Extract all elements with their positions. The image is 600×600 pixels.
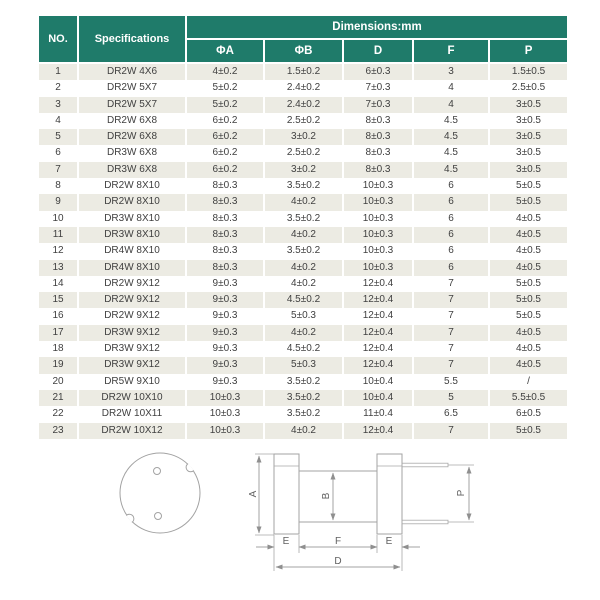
table-cell: DR2W 9X12 [78, 292, 186, 308]
table-cell: 3±0.5 [489, 145, 568, 161]
table-cell: 19 [38, 357, 78, 373]
dim-label-e-left: E [282, 536, 290, 547]
table-cell: DR2W 10X10 [78, 390, 186, 406]
table-cell: 1 [38, 63, 78, 80]
table-cell: 9±0.3 [186, 308, 264, 324]
table-cell: 4±0.2 [186, 63, 264, 80]
table-cell: 6 [413, 211, 489, 227]
table-cell: 5±0.3 [264, 357, 343, 373]
table-cell: 10±0.4 [343, 390, 413, 406]
table-cell: 12±0.4 [343, 292, 413, 308]
table-cell: 6±0.3 [343, 63, 413, 80]
col-header-f: F [413, 39, 489, 63]
table-cell: 7±0.3 [343, 80, 413, 96]
table-cell: 7±0.3 [343, 97, 413, 113]
table-row [38, 276, 568, 292]
table-cell: DR2W 10X12 [78, 423, 186, 439]
dim-label-a: A [248, 490, 259, 498]
table-cell: 5±0.5 [489, 178, 568, 194]
top-view-diagram [98, 441, 226, 549]
table-row [38, 80, 568, 96]
table-cell: 4±0.5 [489, 211, 568, 227]
table-cell: 12±0.4 [343, 276, 413, 292]
table-cell: 5.5±0.5 [489, 390, 568, 406]
table-cell: 3±0.5 [489, 162, 568, 178]
table-row [38, 243, 568, 259]
table-cell: 4.5±0.2 [264, 341, 343, 357]
table-cell: 11±0.4 [343, 406, 413, 422]
table-cell: DR3W 6X8 [78, 145, 186, 161]
table-cell: 10±0.3 [343, 227, 413, 243]
notch-bottom-left [125, 514, 134, 523]
table-cell: 16 [38, 308, 78, 324]
table-cell: 5.5 [413, 374, 489, 390]
table-cell: 4±0.5 [489, 357, 568, 373]
table-row [38, 162, 568, 178]
table-cell: 12±0.4 [343, 308, 413, 324]
table-cell: DR3W 9X12 [78, 341, 186, 357]
col-header-phi-a: ΦA [186, 39, 264, 63]
table-cell: 12±0.4 [343, 357, 413, 373]
table-cell: 5±0.5 [489, 194, 568, 210]
table-cell: 20 [38, 374, 78, 390]
table-cell: 12 [38, 243, 78, 259]
col-header-dimensions-group: Dimensions:mm [186, 15, 568, 39]
col-header-phi-b: ΦB [264, 39, 343, 63]
table-cell: 6 [413, 194, 489, 210]
table-cell: 9 [38, 194, 78, 210]
table-cell: 6 [413, 227, 489, 243]
table-cell: 3.5±0.2 [264, 374, 343, 390]
table-cell: 5±0.5 [489, 423, 568, 439]
lead-top [402, 463, 448, 467]
table-cell: 4 [38, 113, 78, 129]
table-cell: DR3W 6X8 [78, 162, 186, 178]
table-cell: 5±0.5 [489, 308, 568, 324]
col-header-d: D [343, 39, 413, 63]
table-cell: 9±0.3 [186, 276, 264, 292]
table-cell: 11 [38, 227, 78, 243]
table-cell: 10 [38, 211, 78, 227]
table-cell: 5 [38, 129, 78, 145]
table-row [38, 194, 568, 210]
table-cell: 4.5 [413, 145, 489, 161]
table-cell: 2.4±0.2 [264, 97, 343, 113]
table-cell: 8 [38, 178, 78, 194]
table-cell: DR4W 8X10 [78, 243, 186, 259]
dim-label-e-right: E [385, 536, 393, 547]
table-cell: 4±0.2 [264, 276, 343, 292]
table-row [38, 145, 568, 161]
table-cell: 3.5±0.2 [264, 211, 343, 227]
table-cell: 3.5±0.2 [264, 178, 343, 194]
table-row [38, 292, 568, 308]
table-cell: 12±0.4 [343, 341, 413, 357]
dim-label-f: F [334, 536, 342, 547]
table-cell: 4.5 [413, 162, 489, 178]
lead-bottom [402, 520, 448, 524]
table-cell: 6±0.2 [186, 113, 264, 129]
side-view-diagram [248, 443, 483, 583]
table-cell: 4±0.2 [264, 227, 343, 243]
table-cell: 2 [38, 80, 78, 96]
table-cell: 8±0.3 [343, 162, 413, 178]
table-cell: DR2W 8X10 [78, 194, 186, 210]
table-cell: 4±0.5 [489, 325, 568, 341]
table-cell: 10±0.3 [186, 423, 264, 439]
table-cell: DR3W 9X12 [78, 325, 186, 341]
table-cell: 6 [38, 145, 78, 161]
table-cell: 6 [413, 178, 489, 194]
table-cell: 9±0.3 [186, 325, 264, 341]
table-cell: 2.4±0.2 [264, 80, 343, 96]
table-row [38, 129, 568, 145]
table-cell: 4±0.2 [264, 325, 343, 341]
pin-hole-top [154, 468, 161, 475]
table-cell: 7 [413, 276, 489, 292]
table-cell: 13 [38, 260, 78, 276]
table-cell: DR2W 8X10 [78, 178, 186, 194]
table-cell: 10±0.3 [343, 194, 413, 210]
table-cell: 21 [38, 390, 78, 406]
table-cell: 8±0.3 [343, 113, 413, 129]
table-cell: 3 [413, 63, 489, 80]
table-cell: 8±0.3 [186, 260, 264, 276]
table-cell: DR2W 4X6 [78, 63, 186, 80]
table-cell: 9±0.3 [186, 341, 264, 357]
table-cell: 9±0.3 [186, 292, 264, 308]
table-cell: 4±0.5 [489, 227, 568, 243]
table-row [38, 113, 568, 129]
table-cell: DR3W 8X10 [78, 211, 186, 227]
table-cell: 4±0.5 [489, 341, 568, 357]
table-cell: 7 [38, 162, 78, 178]
table-cell: 8±0.3 [186, 243, 264, 259]
table-cell: 10±0.3 [343, 260, 413, 276]
table-cell: 7 [413, 325, 489, 341]
table-cell: 3.5±0.2 [264, 390, 343, 406]
table-row [38, 63, 568, 80]
notch-top-right [186, 463, 195, 472]
table-cell: 3.5±0.2 [264, 243, 343, 259]
table-cell: 6 [413, 243, 489, 259]
table-cell: 6 [413, 260, 489, 276]
table-cell: 8±0.3 [343, 145, 413, 161]
table-cell: DR2W 6X8 [78, 129, 186, 145]
col-header-p: P [489, 39, 568, 63]
table-cell: 7 [413, 292, 489, 308]
table-cell: 10±0.3 [343, 178, 413, 194]
table-cell: 18 [38, 341, 78, 357]
table-cell: 4±0.2 [264, 423, 343, 439]
table-cell: 12±0.4 [343, 325, 413, 341]
table-cell: 4.5 [413, 129, 489, 145]
table-cell: 4±0.2 [264, 194, 343, 210]
table-cell: 22 [38, 406, 78, 422]
table-cell: DR5W 9X10 [78, 374, 186, 390]
table-cell: 5±0.3 [264, 308, 343, 324]
table-cell: 7 [413, 308, 489, 324]
table-cell: 8±0.3 [343, 129, 413, 145]
table-cell: 5±0.5 [489, 292, 568, 308]
table-cell: 4 [413, 80, 489, 96]
table-cell: 2.5±0.5 [489, 80, 568, 96]
table-cell: 1.5±0.2 [264, 63, 343, 80]
table-cell: DR2W 9X12 [78, 308, 186, 324]
table-cell: 1.5±0.5 [489, 63, 568, 80]
table-cell: 3.5±0.2 [264, 406, 343, 422]
table-cell: 6±0.2 [186, 145, 264, 161]
table-row [38, 325, 568, 341]
table-cell: 17 [38, 325, 78, 341]
table-cell: 3±0.5 [489, 113, 568, 129]
table-cell: 5±0.2 [186, 97, 264, 113]
dim-label-p: P [456, 489, 467, 497]
table-cell: DR2W 5X7 [78, 80, 186, 96]
table-row [38, 390, 568, 406]
dim-label-b: B [321, 492, 332, 500]
table-cell: 7 [413, 341, 489, 357]
table-cell: 9±0.3 [186, 357, 264, 373]
table-cell: 7 [413, 423, 489, 439]
table-cell: 10±0.4 [343, 374, 413, 390]
table-cell: 3±0.2 [264, 129, 343, 145]
table-cell: 7 [413, 357, 489, 373]
table-cell: 5±0.5 [489, 276, 568, 292]
table-cell: 4 [413, 97, 489, 113]
table-cell: 4±0.5 [489, 260, 568, 276]
table-cell: 4±0.2 [264, 260, 343, 276]
table-row [38, 374, 568, 390]
table-cell: 10±0.3 [186, 406, 264, 422]
table-cell: DR3W 9X12 [78, 357, 186, 373]
table-cell: 4.5±0.2 [264, 292, 343, 308]
table-row [38, 227, 568, 243]
table-cell: 3±0.5 [489, 129, 568, 145]
table-cell: 2.5±0.2 [264, 113, 343, 129]
table-cell: DR2W 6X8 [78, 113, 186, 129]
table-cell: 9±0.3 [186, 374, 264, 390]
table-cell: 4±0.5 [489, 243, 568, 259]
table-cell: 12±0.4 [343, 423, 413, 439]
table-cell: 6±0.2 [186, 162, 264, 178]
table-cell: 6±0.5 [489, 406, 568, 422]
table-cell: 8±0.3 [186, 178, 264, 194]
table-cell: 23 [38, 423, 78, 439]
table-row [38, 308, 568, 324]
table-cell: 15 [38, 292, 78, 308]
table-row [38, 211, 568, 227]
table-row [38, 357, 568, 373]
table-cell: 8±0.3 [186, 227, 264, 243]
dimensions-table [37, 14, 569, 439]
table-cell: 14 [38, 276, 78, 292]
table-cell: DR2W 10X11 [78, 406, 186, 422]
table-cell: 3±0.5 [489, 97, 568, 113]
table-cell: 3 [38, 97, 78, 113]
table-row [38, 97, 568, 113]
table-row [38, 260, 568, 276]
col-header-specifications: Specifications [78, 15, 186, 63]
table-cell: 10±0.3 [343, 243, 413, 259]
table-cell: DR4W 8X10 [78, 260, 186, 276]
table-row [38, 341, 568, 357]
table-cell: 10±0.3 [186, 390, 264, 406]
table-cell: DR2W 5X7 [78, 97, 186, 113]
col-header-no: NO. [38, 15, 78, 63]
table-cell: 4.5 [413, 113, 489, 129]
table-cell: 10±0.3 [343, 211, 413, 227]
table-cell: DR3W 8X10 [78, 227, 186, 243]
table-cell: DR2W 9X12 [78, 276, 186, 292]
table-cell: 8±0.3 [186, 211, 264, 227]
dim-label-d: D [334, 556, 342, 567]
table-cell: 3±0.2 [264, 162, 343, 178]
table-cell: 2.5±0.2 [264, 145, 343, 161]
table-cell: 6±0.2 [186, 129, 264, 145]
table-cell: / [489, 374, 568, 390]
table-cell: 5 [413, 390, 489, 406]
table-cell: 5±0.2 [186, 80, 264, 96]
table-row [38, 178, 568, 194]
table-row [38, 423, 568, 439]
pin-hole-bottom [155, 513, 162, 520]
table-cell: 8±0.3 [186, 194, 264, 210]
table-row [38, 406, 568, 422]
table-cell: 6.5 [413, 406, 489, 422]
